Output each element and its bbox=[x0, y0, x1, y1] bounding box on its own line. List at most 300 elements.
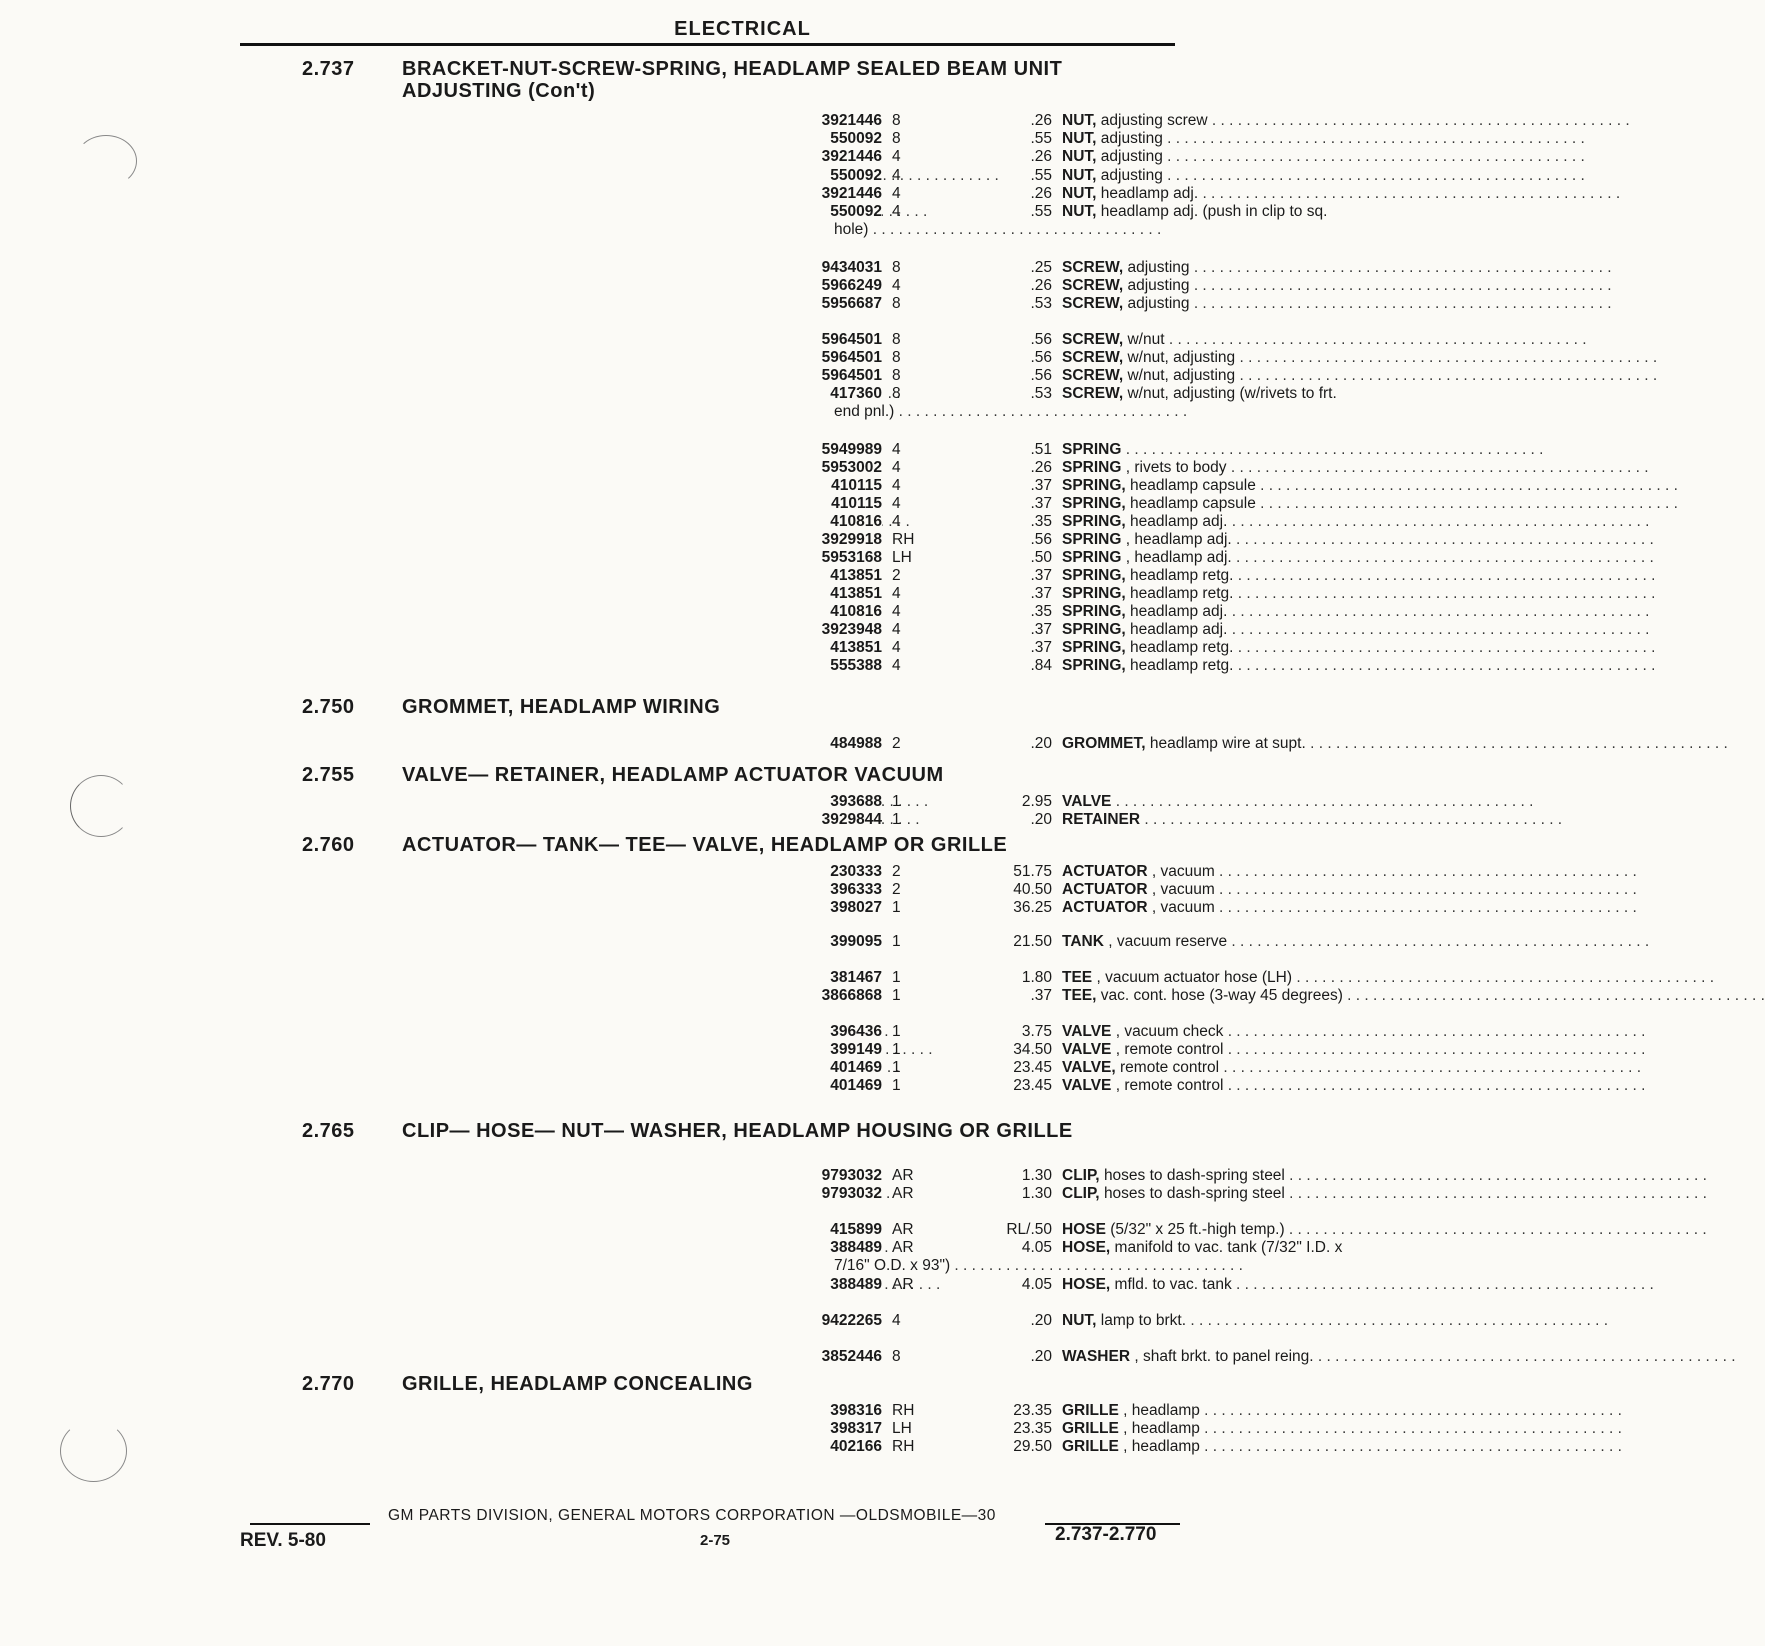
section-heading bbox=[302, 1373, 1182, 1395]
part-description bbox=[1062, 1040, 1422, 1059]
quantity: 1 bbox=[892, 811, 901, 828]
section-number: 2.737 bbox=[302, 58, 355, 80]
price: 4.05 bbox=[1021, 1276, 1052, 1293]
part-detail: adjusting screw bbox=[1100, 112, 1208, 129]
part-description bbox=[1062, 1220, 1422, 1239]
section-heading bbox=[302, 58, 1182, 80]
quantity: 4 bbox=[892, 477, 901, 494]
part-description bbox=[1062, 129, 1422, 148]
part-name: NUT, bbox=[1062, 185, 1097, 202]
part-number: 398317 bbox=[242, 1419, 882, 1438]
part-description bbox=[1062, 656, 1422, 675]
part-number: 5953002 bbox=[242, 458, 882, 477]
quantity: 8 bbox=[892, 385, 901, 402]
quantity: 1 bbox=[892, 1041, 901, 1058]
part-description bbox=[1062, 734, 1422, 753]
part-name: SPRING, bbox=[1062, 513, 1126, 530]
price: 36.25 bbox=[1013, 899, 1052, 916]
part-description bbox=[1062, 1022, 1422, 1041]
part-row bbox=[242, 734, 1306, 753]
part-description bbox=[1062, 1184, 1422, 1203]
part-number: 484988 bbox=[242, 734, 882, 753]
part-detail: headlamp capsule bbox=[1130, 477, 1256, 494]
part-name: CLIP, bbox=[1062, 1185, 1100, 1202]
part-description bbox=[1062, 147, 1422, 166]
part-number: 396436 bbox=[242, 1022, 882, 1041]
part-detail: headlamp retg. bbox=[1130, 567, 1234, 584]
price: 34.50 bbox=[1013, 1041, 1052, 1058]
part-number: 550092 bbox=[242, 129, 882, 148]
part-number: 413851 bbox=[242, 584, 882, 603]
binder-hole-mark bbox=[60, 1420, 127, 1482]
part-description bbox=[1062, 294, 1422, 313]
part-number: 396333 bbox=[242, 880, 882, 899]
part-description-continued: end pnl.) . . . bbox=[834, 402, 1179, 421]
part-detail: adjusting bbox=[1127, 277, 1190, 294]
price: .56 bbox=[1030, 531, 1052, 548]
part-number: 3923948 bbox=[242, 620, 882, 639]
part-row bbox=[242, 184, 1199, 203]
footer-group-range: 2.737-2.770 bbox=[1055, 1524, 1157, 1545]
part-name: GRILLE bbox=[1062, 1420, 1119, 1437]
section-title: CLIP— HOSE— NUT— WASHER, HEADLAMP HOUSING OR GRILLE bbox=[402, 1120, 1073, 1142]
part-number: 550092 bbox=[242, 166, 882, 185]
part-row bbox=[242, 986, 1343, 1005]
part-detail: , headlamp adj. bbox=[1125, 531, 1232, 548]
section-title-continued: ADJUSTING (Con't) bbox=[402, 80, 596, 102]
part-number: 3921446 bbox=[242, 111, 882, 130]
part-row bbox=[242, 147, 1182, 166]
quantity: 4 bbox=[892, 585, 901, 602]
part-name: SPRING, bbox=[1062, 621, 1126, 638]
part-number: 5953168 bbox=[242, 548, 882, 567]
price: .26 bbox=[1030, 112, 1052, 129]
part-description bbox=[1062, 602, 1422, 621]
part-number: 9434031 bbox=[242, 258, 882, 277]
part-description bbox=[1062, 440, 1422, 459]
section-number: 2.760 bbox=[302, 834, 355, 856]
quantity: 8 bbox=[892, 130, 901, 147]
section-heading bbox=[302, 696, 1182, 718]
part-row bbox=[242, 166, 1182, 185]
part-number: 393688 bbox=[242, 792, 882, 811]
part-number: 3921446 bbox=[242, 184, 882, 203]
part-detail: w/nut, adjusting (w/rivets to frt. bbox=[1127, 385, 1337, 402]
part-number: 399149 bbox=[242, 1040, 882, 1059]
part-name: VALVE bbox=[1062, 793, 1112, 810]
quantity: AR bbox=[892, 1239, 914, 1256]
part-description-continued: hole) . . . bbox=[834, 220, 1179, 239]
price: 1.30 bbox=[1021, 1185, 1052, 1202]
part-row bbox=[242, 810, 1182, 829]
part-row bbox=[242, 566, 1234, 585]
quantity: 8 bbox=[892, 295, 901, 312]
part-row bbox=[242, 512, 1228, 531]
part-number: 401469 bbox=[242, 1058, 882, 1077]
part-description bbox=[1062, 986, 1422, 1005]
price: 23.35 bbox=[1013, 1420, 1052, 1437]
part-row bbox=[242, 294, 1190, 313]
section-title: GRILLE, HEADLAMP CONCEALING bbox=[402, 1373, 753, 1395]
part-name: GROMMET, bbox=[1062, 735, 1146, 752]
part-detail: headlamp wire at supt. bbox=[1149, 735, 1306, 752]
section-title: BRACKET-NUT-SCREW-SPRING, HEADLAMP SEALED BEAM UNIT bbox=[402, 58, 1063, 80]
quantity: 1 bbox=[892, 1077, 901, 1094]
binder-hole-mark bbox=[75, 135, 137, 187]
part-detail: , headlamp adj. bbox=[1125, 549, 1232, 566]
part-name: SPRING, bbox=[1062, 657, 1126, 674]
footer-publisher: GM PARTS DIVISION, GENERAL MOTORS CORPORATION —OLDSMOBILE—30 bbox=[388, 1507, 996, 1524]
part-detail: headlamp adj. (push in clip to sq. bbox=[1100, 203, 1328, 220]
part-detail: , headlamp bbox=[1123, 1438, 1200, 1455]
part-row bbox=[242, 638, 1234, 657]
part-number: 5949989 bbox=[242, 440, 882, 459]
part-description bbox=[1062, 184, 1422, 203]
part-detail: , remote control bbox=[1115, 1041, 1224, 1058]
part-name: ACTUATOR bbox=[1062, 881, 1148, 898]
quantity: 1 bbox=[892, 1023, 901, 1040]
part-description bbox=[1062, 166, 1422, 185]
quantity: 4 bbox=[892, 603, 901, 620]
part-detail: headlamp retg. bbox=[1130, 585, 1234, 602]
part-number: 410115 bbox=[242, 494, 882, 513]
quantity: 4 bbox=[892, 459, 901, 476]
part-name: GRILLE bbox=[1062, 1438, 1119, 1455]
part-number: 3866868 bbox=[242, 986, 882, 1005]
quantity: 4 bbox=[892, 148, 901, 165]
price: 51.75 bbox=[1013, 863, 1052, 880]
section-title: GROMMET, HEADLAMP WIRING bbox=[402, 696, 721, 718]
price: .20 bbox=[1030, 811, 1052, 828]
part-name: VALVE bbox=[1062, 1077, 1112, 1094]
part-name: NUT, bbox=[1062, 167, 1097, 184]
part-name: SPRING, bbox=[1062, 585, 1126, 602]
part-number: 5964501 bbox=[242, 348, 882, 367]
part-number: 381467 bbox=[242, 968, 882, 987]
part-description bbox=[1062, 898, 1422, 917]
price: .35 bbox=[1030, 603, 1052, 620]
section-title: ACTUATOR— TANK— TEE— VALVE, HEADLAMP OR GRILLE bbox=[402, 834, 1008, 856]
quantity: 4 bbox=[892, 495, 901, 512]
part-detail: headlamp adj. bbox=[1100, 185, 1199, 202]
part-description bbox=[1062, 932, 1422, 951]
part-description bbox=[1062, 968, 1422, 987]
part-row bbox=[242, 458, 1227, 477]
part-description bbox=[1062, 638, 1422, 657]
part-detail: (5/32" x 25 ft.-high temp.) bbox=[1110, 1221, 1285, 1238]
quantity: LH bbox=[892, 1420, 912, 1437]
part-detail: adjusting bbox=[1127, 295, 1190, 312]
part-number: 410115 bbox=[242, 476, 882, 495]
part-description bbox=[1062, 792, 1422, 811]
part-description bbox=[1062, 1275, 1422, 1294]
part-detail: vac. cont. hose (3-way 45 degrees) bbox=[1100, 987, 1343, 1004]
part-description bbox=[1062, 530, 1422, 549]
quantity: 1 bbox=[892, 899, 901, 916]
price: 23.35 bbox=[1013, 1402, 1052, 1419]
part-name: SPRING, bbox=[1062, 639, 1126, 656]
part-row bbox=[242, 129, 1182, 148]
part-number: 388489 bbox=[242, 1238, 882, 1257]
part-row bbox=[242, 476, 1256, 495]
quantity: 4 bbox=[892, 657, 901, 674]
part-row bbox=[242, 1220, 1285, 1239]
quantity: 4 bbox=[892, 441, 901, 458]
quantity: 2 bbox=[892, 881, 901, 898]
part-name: TEE bbox=[1062, 969, 1093, 986]
quantity: 4 bbox=[892, 639, 901, 656]
part-row bbox=[242, 1040, 1224, 1059]
quantity: 4 bbox=[892, 277, 901, 294]
part-row bbox=[242, 330, 1182, 349]
part-number: 3852446 bbox=[242, 1347, 882, 1366]
part-description bbox=[1062, 810, 1422, 829]
quantity: 8 bbox=[892, 112, 901, 129]
quantity: RH bbox=[892, 1438, 915, 1455]
quantity: RH bbox=[892, 531, 915, 548]
part-description-continued: 7/16" O.D. x 93") . . . bbox=[834, 1256, 1179, 1275]
part-detail: headlamp capsule bbox=[1130, 495, 1256, 512]
price: .20 bbox=[1030, 735, 1052, 752]
part-row bbox=[242, 1401, 1200, 1420]
price: .37 bbox=[1030, 495, 1052, 512]
part-number: 550092 bbox=[242, 202, 882, 221]
part-detail: manifold to vac. tank (7/32" I.D. x bbox=[1114, 1239, 1343, 1256]
part-detail: lamp to brkt. bbox=[1100, 1312, 1187, 1329]
part-detail: , remote control bbox=[1115, 1077, 1224, 1094]
footer-rule-left bbox=[250, 1523, 370, 1525]
part-row bbox=[242, 366, 1236, 385]
quantity: 1 bbox=[892, 987, 901, 1004]
price: .55 bbox=[1030, 130, 1052, 147]
part-description bbox=[1062, 1238, 1422, 1257]
part-detail: adjusting bbox=[1100, 148, 1163, 165]
part-number: 401469 bbox=[242, 1076, 882, 1095]
part-detail: adjusting bbox=[1100, 167, 1163, 184]
price: 23.45 bbox=[1013, 1059, 1052, 1076]
part-number: 415899 bbox=[242, 1220, 882, 1239]
part-row bbox=[242, 1275, 1232, 1294]
part-row bbox=[242, 1437, 1200, 1456]
quantity: 4 bbox=[892, 621, 901, 638]
part-number: 410816 bbox=[242, 512, 882, 531]
quantity: LH bbox=[892, 549, 912, 566]
part-description bbox=[1062, 202, 1422, 221]
price: .37 bbox=[1030, 621, 1052, 638]
quantity: 4 bbox=[892, 185, 901, 202]
part-name: NUT, bbox=[1062, 203, 1097, 220]
part-description bbox=[1062, 1347, 1422, 1366]
section-heading bbox=[302, 834, 1182, 856]
part-name: SCREW, bbox=[1062, 295, 1124, 312]
part-description bbox=[1062, 880, 1422, 899]
part-row bbox=[242, 968, 1293, 987]
part-row bbox=[242, 584, 1234, 603]
price: 21.50 bbox=[1013, 933, 1052, 950]
quantity: 1 bbox=[892, 793, 901, 810]
part-description bbox=[1062, 1437, 1422, 1456]
part-detail: , vacuum actuator hose (LH) bbox=[1096, 969, 1293, 986]
price: 29.50 bbox=[1013, 1438, 1052, 1455]
part-description bbox=[1062, 1419, 1422, 1438]
part-number: 398027 bbox=[242, 898, 882, 917]
price: .56 bbox=[1030, 349, 1052, 366]
part-number: 9422265 bbox=[242, 1311, 882, 1330]
part-row bbox=[242, 276, 1190, 295]
part-description bbox=[1062, 384, 1422, 403]
part-name: SPRING bbox=[1062, 441, 1122, 458]
part-name: SCREW, bbox=[1062, 367, 1124, 384]
footer-revision: REV. 5-80 bbox=[240, 1530, 326, 1551]
part-row bbox=[242, 530, 1232, 549]
part-description bbox=[1062, 862, 1422, 881]
part-row bbox=[242, 384, 1337, 403]
part-number: 413851 bbox=[242, 638, 882, 657]
price: .51 bbox=[1030, 441, 1052, 458]
part-name: NUT, bbox=[1062, 130, 1097, 147]
price: 4.05 bbox=[1021, 1239, 1052, 1256]
part-number: 402166 bbox=[242, 1437, 882, 1456]
part-name: GRILLE bbox=[1062, 1402, 1119, 1419]
part-number: 555388 bbox=[242, 656, 882, 675]
price: RL/.50 bbox=[1006, 1221, 1052, 1238]
price: 40.50 bbox=[1013, 881, 1052, 898]
part-detail: adjusting bbox=[1100, 130, 1163, 147]
part-name: CLIP, bbox=[1062, 1167, 1100, 1184]
part-detail: adjusting bbox=[1127, 259, 1190, 276]
price: .53 bbox=[1030, 295, 1052, 312]
quantity: 4 bbox=[892, 167, 901, 184]
part-description bbox=[1062, 476, 1422, 495]
part-name: HOSE, bbox=[1062, 1239, 1111, 1256]
part-row bbox=[242, 494, 1256, 513]
part-name: VALVE, bbox=[1062, 1059, 1116, 1076]
quantity: 1 bbox=[892, 969, 901, 986]
part-name: SPRING, bbox=[1062, 477, 1126, 494]
part-row bbox=[242, 792, 1182, 811]
part-name: RETAINER bbox=[1062, 811, 1141, 828]
part-row bbox=[242, 202, 1328, 221]
part-number: 9793032 bbox=[242, 1184, 882, 1203]
part-detail: headlamp adj. bbox=[1130, 513, 1228, 530]
part-description bbox=[1062, 366, 1422, 385]
price: .37 bbox=[1030, 477, 1052, 494]
quantity: 4 bbox=[892, 513, 901, 530]
part-name: SPRING, bbox=[1062, 495, 1126, 512]
part-detail: , headlamp bbox=[1123, 1402, 1200, 1419]
price: .20 bbox=[1030, 1312, 1052, 1329]
part-detail: remote control bbox=[1120, 1059, 1220, 1076]
part-description bbox=[1062, 330, 1422, 349]
part-name: SCREW, bbox=[1062, 331, 1124, 348]
part-description bbox=[1062, 494, 1422, 513]
part-row bbox=[242, 111, 1208, 130]
part-detail: , vacuum bbox=[1151, 863, 1215, 880]
part-row bbox=[242, 440, 1182, 459]
part-number: 388489 bbox=[242, 1275, 882, 1294]
part-row bbox=[242, 1184, 1285, 1203]
part-row bbox=[242, 656, 1234, 675]
price: .55 bbox=[1030, 167, 1052, 184]
price: .53 bbox=[1030, 385, 1052, 402]
part-number: 5964501 bbox=[242, 366, 882, 385]
part-number: 5956687 bbox=[242, 294, 882, 313]
section-number: 2.750 bbox=[302, 696, 355, 718]
part-detail: , headlamp bbox=[1123, 1420, 1200, 1437]
part-description bbox=[1062, 1311, 1422, 1330]
part-name: SPRING bbox=[1062, 459, 1122, 476]
part-name: SCREW, bbox=[1062, 259, 1124, 276]
part-name: SCREW, bbox=[1062, 277, 1124, 294]
part-row bbox=[242, 548, 1232, 567]
part-number: 230333 bbox=[242, 862, 882, 881]
price: 2.95 bbox=[1021, 793, 1052, 810]
part-number: 5964501 bbox=[242, 330, 882, 349]
price: .56 bbox=[1030, 331, 1052, 348]
part-detail: , vacuum bbox=[1151, 881, 1215, 898]
section-number: 2.770 bbox=[302, 1373, 355, 1395]
part-row bbox=[242, 880, 1215, 899]
part-detail: mfld. to vac. tank bbox=[1114, 1276, 1232, 1293]
quantity: AR bbox=[892, 1185, 914, 1202]
quantity: 4 bbox=[892, 1312, 901, 1329]
part-row bbox=[242, 898, 1215, 917]
price: 1.80 bbox=[1021, 969, 1052, 986]
part-description bbox=[1062, 1166, 1422, 1185]
price: .84 bbox=[1030, 657, 1052, 674]
part-description bbox=[1062, 566, 1422, 585]
part-detail: , vacuum reserve bbox=[1108, 933, 1228, 950]
part-detail: w/nut bbox=[1127, 331, 1165, 348]
quantity: 1 bbox=[892, 1059, 901, 1076]
price: .20 bbox=[1030, 1348, 1052, 1365]
part-row bbox=[242, 1347, 1314, 1366]
part-number: 3929844 bbox=[242, 810, 882, 829]
part-detail: , vacuum bbox=[1151, 899, 1215, 916]
part-description bbox=[1062, 111, 1422, 130]
price: 1.30 bbox=[1021, 1167, 1052, 1184]
price: .26 bbox=[1030, 277, 1052, 294]
part-number: 5966249 bbox=[242, 276, 882, 295]
part-description bbox=[1062, 458, 1422, 477]
price: 23.45 bbox=[1013, 1077, 1052, 1094]
part-name: SCREW, bbox=[1062, 349, 1124, 366]
part-description bbox=[1062, 584, 1422, 603]
part-row bbox=[242, 1238, 1343, 1257]
part-description bbox=[1062, 512, 1422, 531]
part-detail: headlamp retg. bbox=[1130, 639, 1234, 656]
quantity: 8 bbox=[892, 331, 901, 348]
part-name: NUT, bbox=[1062, 112, 1097, 129]
part-name: TANK bbox=[1062, 933, 1104, 950]
part-description bbox=[1062, 1401, 1422, 1420]
part-detail: headlamp retg. bbox=[1130, 657, 1234, 674]
part-name: NUT, bbox=[1062, 1312, 1097, 1329]
price: 3.75 bbox=[1021, 1023, 1052, 1040]
section-heading bbox=[302, 1120, 1182, 1142]
part-description bbox=[1062, 348, 1422, 367]
quantity: AR bbox=[892, 1221, 914, 1238]
part-detail: w/nut, adjusting bbox=[1127, 367, 1236, 384]
part-description bbox=[1062, 548, 1422, 567]
part-name: SPRING, bbox=[1062, 567, 1126, 584]
part-description bbox=[1062, 1076, 1422, 1095]
part-description bbox=[1062, 258, 1422, 277]
part-name: SPRING, bbox=[1062, 603, 1126, 620]
quantity: 8 bbox=[892, 259, 901, 276]
part-number: 399095 bbox=[242, 932, 882, 951]
part-row bbox=[242, 1311, 1187, 1330]
